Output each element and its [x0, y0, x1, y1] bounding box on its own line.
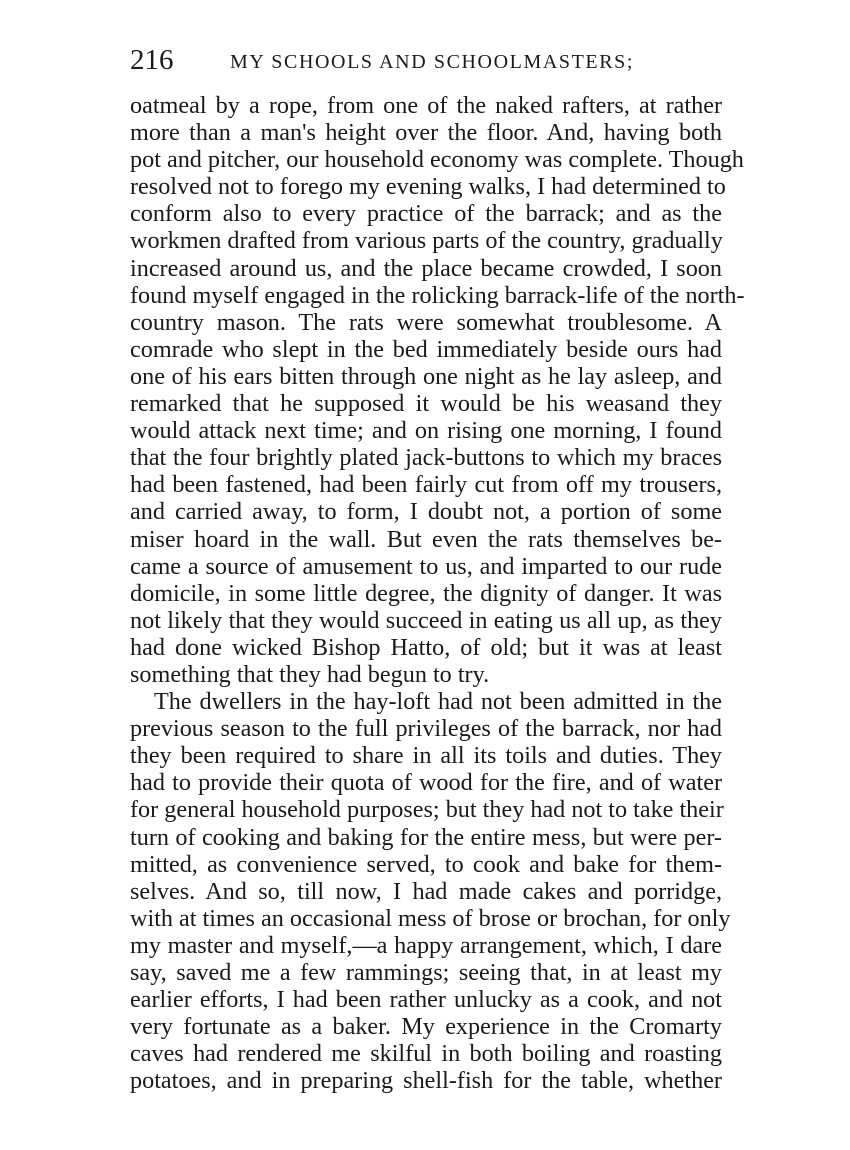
- text-line: would attack next time; and on rising one morning, I found: [130, 417, 722, 445]
- text-line: had to provide their quota of wood for the fire, and of water: [130, 769, 722, 797]
- text-line: conform also to every practice of the barrack; and as the: [130, 200, 722, 228]
- text-line: more than a man's height over the floor. And, having both: [130, 119, 722, 147]
- body-text: [130, 92, 745, 1095]
- text-line: workmen drafted from various parts of the country, gradually: [130, 227, 723, 255]
- running-title: MY SCHOOLS AND SCHOOLMASTERS;: [230, 51, 635, 73]
- text-line: my master and myself,—a happy arrangement, which, I dare: [130, 931, 722, 959]
- text-line: mitted, as convenience served, to cook and bake for them-: [130, 850, 722, 878]
- text-line: that the four brightly plated jack-buttons to which my braces: [130, 444, 722, 472]
- text-line: pot and pitcher, our household economy was complete. Though: [130, 146, 744, 174]
- text-line: country mason. The rats were somewhat troublesome. A: [130, 308, 722, 336]
- text-line: and carried away, to form, I doubt not, a portion of some: [130, 498, 722, 526]
- text-line: caves had rendered me skilful in both boiling and roasting: [130, 1040, 722, 1068]
- text-line: with at times an occasional mess of brose or brochan, for only: [130, 904, 731, 932]
- text-line: earlier efforts, I had been rather unlucky as a cook, and not: [130, 986, 722, 1014]
- text-line: not likely that they would succeed in eating us all up, as they: [130, 606, 722, 634]
- text-line: potatoes, and in preparing shell-fish for the table, whether: [130, 1067, 722, 1095]
- page-number: 216: [130, 44, 174, 76]
- text-line: miser hoard in the wall. But even the rats themselves be-: [130, 525, 722, 553]
- text-line: previous season to the full privileges of the barrack, nor had: [130, 715, 722, 743]
- text-line: turn of cooking and baking for the entire mess, but were per-: [130, 823, 722, 851]
- page-header: [130, 42, 730, 82]
- text-line: comrade who slept in the bed immediately beside ours had: [130, 335, 722, 363]
- text-line: for general household purposes; but they had not to take their: [130, 796, 724, 824]
- text-line: something that they had begun to try.: [130, 660, 490, 688]
- text-line: resolved not to forego my evening walks, I had determined to: [130, 173, 726, 201]
- text-line: one of his ears bitten through one night as he lay asleep, and: [130, 362, 722, 390]
- text-line: say, saved me a few rammings; seeing that, in at least my: [130, 959, 722, 986]
- text-line: remarked that he supposed it would be his weasand they: [130, 390, 722, 418]
- text-line: The dwellers in the hay-loft had not been admitted in the: [154, 688, 722, 716]
- text-line: had done wicked Bishop Hatto, of old; but it was at least: [130, 633, 722, 661]
- text-line: they been required to share in all its toils and duties. They: [130, 742, 722, 770]
- text-line: domicile, in some little degree, the dignity of danger. It was: [130, 579, 722, 607]
- text-line: increased around us, and the place became crowded, I soon: [130, 254, 722, 282]
- text-line: very fortunate as a baker. My experience in the Cromarty: [130, 1013, 722, 1041]
- text-line: oatmeal by a rope, from one of the naked rafters, at rather: [130, 92, 722, 119]
- text-line: found myself engaged in the rolicking barrack-life of the north-: [130, 281, 745, 309]
- text-line: had been fastened, had been fairly cut from off my trousers,: [130, 471, 722, 499]
- text-line: came a source of amusement to us, and imparted to our rude: [130, 552, 722, 580]
- text-line: selves. And so, till now, I had made cakes and porridge,: [130, 877, 722, 905]
